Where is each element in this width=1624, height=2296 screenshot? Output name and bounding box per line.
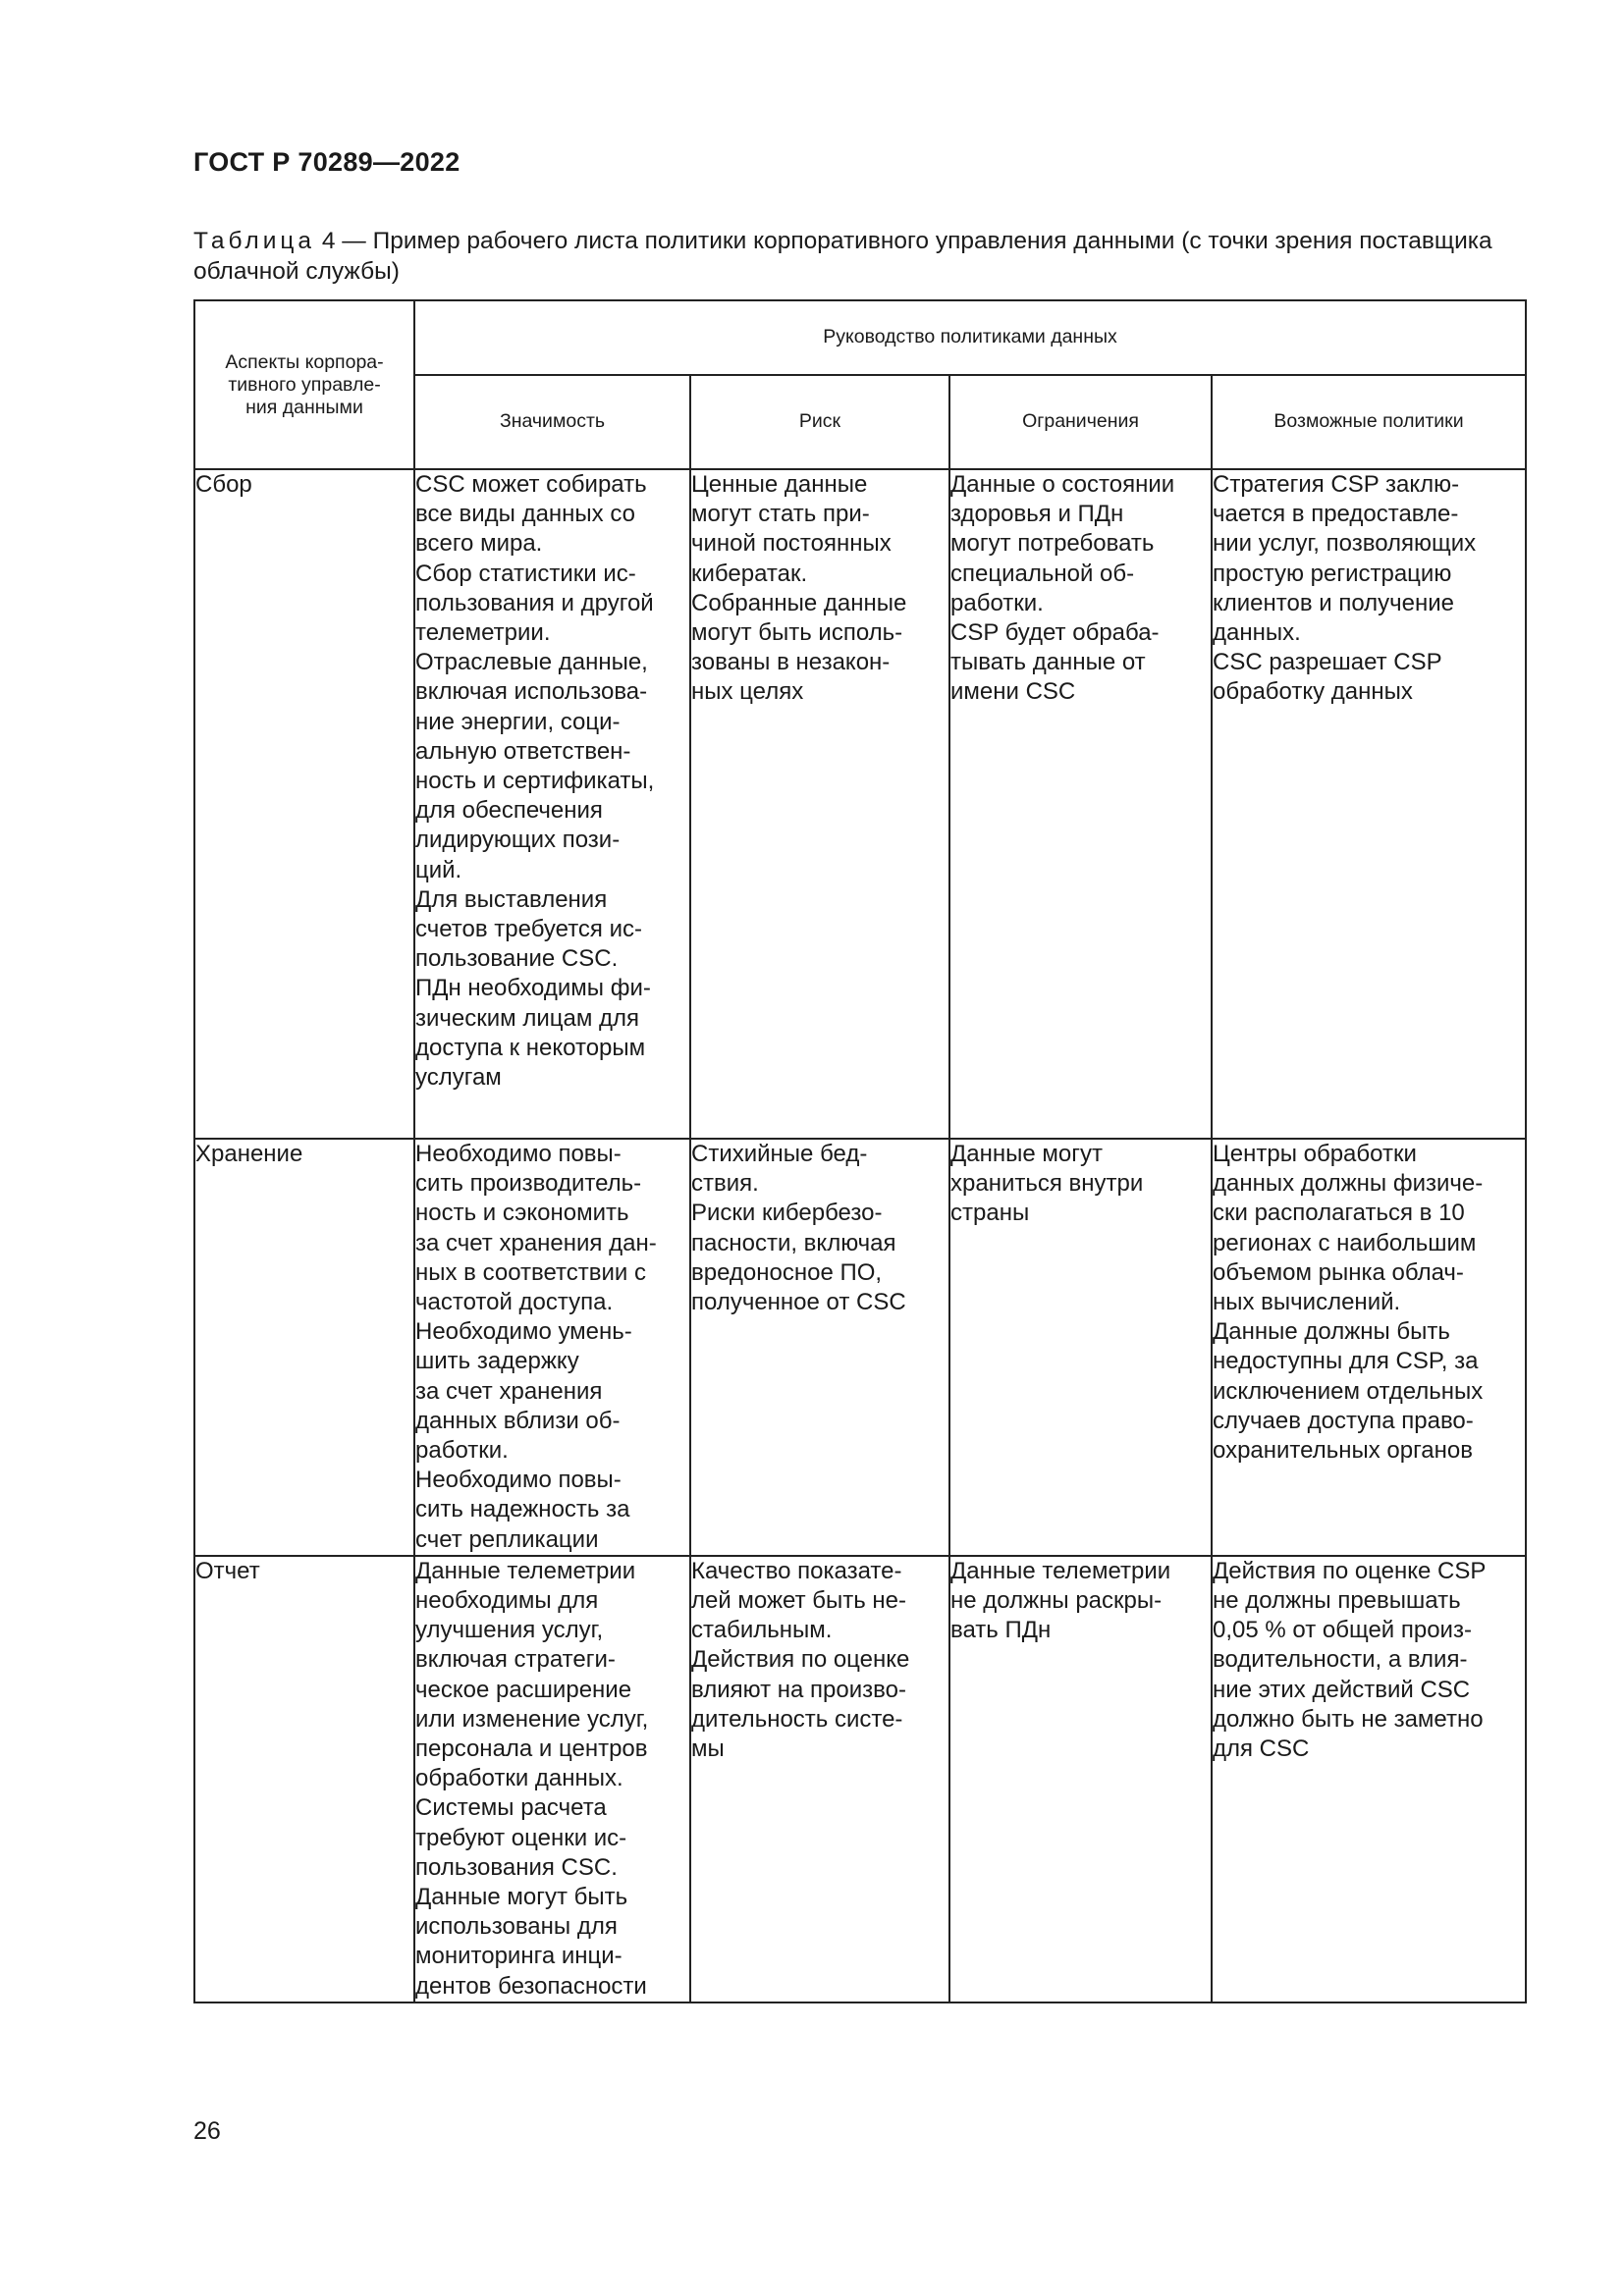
row-aspect: Отчет	[194, 1556, 414, 2002]
table-caption-text: 4 — Пример рабочего листа политики корпоративного управления данными (с точки зрения поставщика облачной службы)	[193, 228, 1492, 285]
cell-risk: Стихийные бед- ствия. Риски кибербезо- пасности, включая вредоносное ПО, полученное от CSC	[690, 1139, 949, 1556]
cell-significance: CSC может собирать все виды данных со всего мира. Сбор статистики ис- пользования и другой телеметрии. Отраслевые данные, включая использова- ние энергии, соци- альную ответствен- ность и сертификаты, для обеспечения лидирующих пози- ций. Для выставления счетов требуется ис- пользование CSC. ПДн необходимы фи- зическим лицам для доступа к некоторым услугам	[414, 469, 690, 1139]
cell-significance: Необходимо повы- сить производитель- ность и сэкономить за счет хранения дан- ных в соответствии с частотой доступа. Необходимо умень- шить задержку за счет хранения данных вблизи об- работки. Необходимо повы- сить надежность за счет репликации	[414, 1139, 690, 1556]
header-limitations: Ограничения	[949, 375, 1212, 469]
cell-policies: Стратегия CSP заклю- чается в предоставле- нии услуг, позволяющих простую регистрацию клиентов и получение данных. CSC разрешает CSP обработку данных	[1212, 469, 1526, 1139]
header-risk: Риск	[690, 375, 949, 469]
cell-risk: Качество показате- лей может быть не- стабильным. Действия по оценке влияют на произво- дительность систе- мы	[690, 1556, 949, 2002]
table-caption	[193, 226, 1514, 287]
table-row-collection	[194, 469, 1526, 1139]
cell-limitations: Данные могут храниться внутри страны	[949, 1139, 1212, 1556]
header-significance: Значимость	[414, 375, 690, 469]
row-aspect: Сбор	[194, 469, 414, 1139]
row-aspect: Хранение	[194, 1139, 414, 1556]
cell-limitations: Данные о состоянии здоровья и ПДн могут потребовать специальной об- работки. CSP будет обраба- тывать данные от имени CSC	[949, 469, 1212, 1139]
cell-significance: Данные телеметрии необходимы для улучшения услуг, включая стратеги- ческое расширение или изменение услуг, персонала и центров обработки данных. Системы расчета требуют оценки ис- пользования CSC. Данные могут быть использованы для мониторинга инци- дентов безопасности	[414, 1556, 690, 2002]
cell-policies: Действия по оценке CSP не должны превышать 0,05 % от общей произ- водительности, а влия- ние этих действий CSC должно быть не заметно для CSC	[1212, 1556, 1526, 2002]
header-aspects: Аспекты корпора- тивного управле- ния данными	[194, 300, 414, 469]
cell-policies: Центры обработки данных должны физиче- ски располагаться в 10 регионах с наибольшим объемом рынка облач- ных вычислений. Данные должны быть недоступны для CSP, за исключением отдельных случаев доступа право- охранительных органов	[1212, 1139, 1526, 1556]
table-row-report	[194, 1556, 1526, 2002]
table-caption-lead: Таблица	[193, 228, 316, 254]
cell-limitations: Данные телеметрии не должны раскры- вать ПДн	[949, 1556, 1212, 2002]
document-code: ГОСТ Р 70289—2022	[193, 147, 460, 177]
table-row-storage	[194, 1139, 1526, 1556]
page-number: 26	[193, 2117, 221, 2145]
header-guide: Руководство политиками данных	[414, 300, 1526, 375]
cell-risk: Ценные данные могут стать при- чиной постоянных кибератак. Собранные данные могут быть исполь- зованы в незакон- ных целях	[690, 469, 949, 1139]
policy-table	[193, 299, 1527, 2003]
header-possible-policies: Возможные политики	[1212, 375, 1526, 469]
